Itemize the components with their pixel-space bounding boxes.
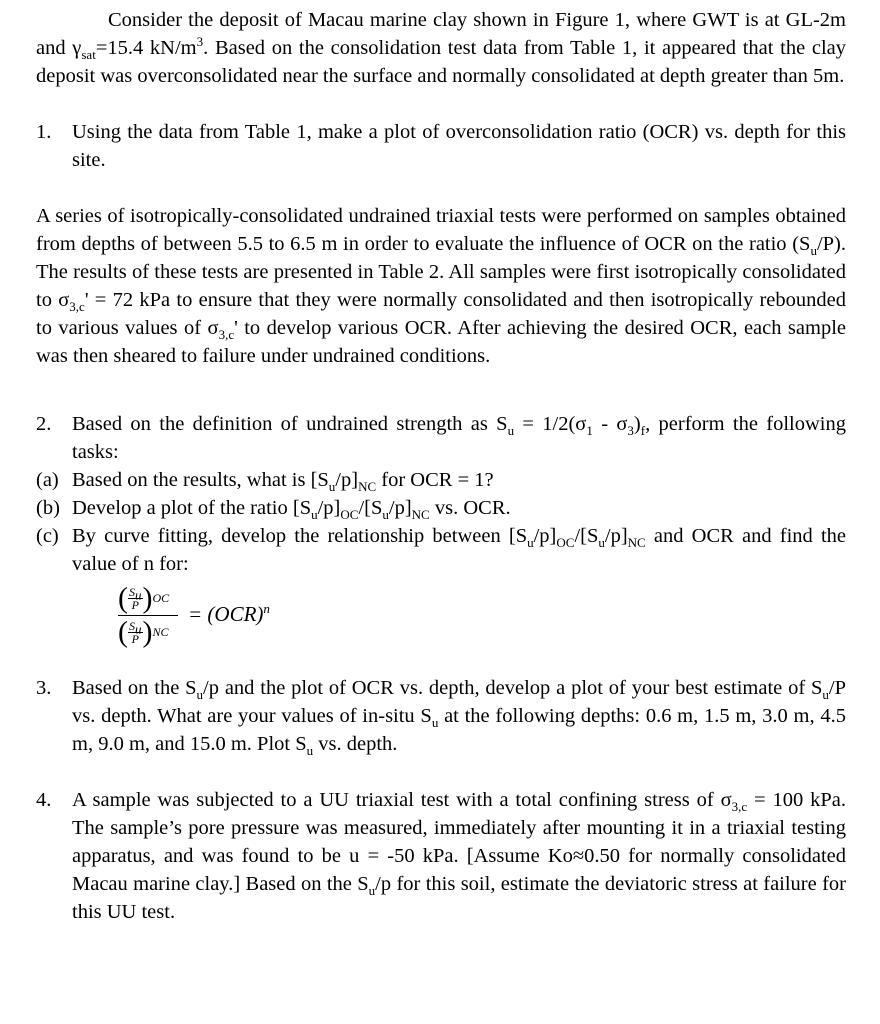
question-3: 3. Based on the $S_u/p$ and the plot of OCR vs. depth, develop a plot of your best estimate of $S_u/P$ vs. depth. What are your values of in-situ $S_u$ at the following depths: 0.6 m, 1.5 m, 3.0 m, 4.5 m, 9.0 m, and 15.0 m. Plot $S_u$ vs. depth.	[36, 677, 847, 759]
question-2: 2. Based on the definition of undrained strength as $S_u = 1/2(\sigma_1 - \sigma_3)_f$, perform the following tasks:	[36, 413, 846, 463]
intro-paragraph: Consider the deposit of Macau marine clay shown in Figure 1, where GWT is at GL-2m and $\gamma_{sat}=15.4$ $kN/m^3$. Based on the consolidation test data from Table 1, it appeared that the clay deposit was overconsolidated near the surface and normally consolidated at depth greater than 5m.	[36, 9, 846, 87]
question-1: 1. Using the data from Table 1, make a plot of overconsolidation ratio (OCR) vs. depth for this site.	[36, 121, 846, 171]
question-2a: (a) Based on the results, what is $[S_u/p]_{NC}$ for OCR = 1?	[36, 469, 494, 495]
question-4: 4. A sample was subjected to a UU triaxial test with a total confining stress of $\sigma_{3,c} = 100$ kPa. The sample’s pore pressure was measured, immediately after mounting it in a triaxial testing apparatus, and was found to be u = -50 kPa. [Assume Ko≈0.50 for normally consolidated Macau marine clay.] Based on the $S_u/p$ for this soil, estimate the deviatoric stress at failure for this UU test.	[36, 789, 846, 923]
question-2c: (c) By curve fitting, develop the relationship between $[S_u/p]_{OC}/[S_u/p]_{NC}$ and OCR and find the value of n for:	[36, 525, 846, 575]
triaxial-paragraph: A series of isotropically-consolidated undrained triaxial tests were performed on samples obtained from depths of between 5.5 to 6.5 m in order to evaluate the influence of OCR on the ratio $(S_u/P)$. The results of these tests are presented in Table 2. All samples were first isotropically consolidated to $\sigma_{3,c}' = 72$ kPa to ensure that they were normally consolidated and then isotropically rebounded to various values of $\sigma_{3,c}'$ to develop various OCR. After achieving the desired OCR, each sample was then sheared to failure under undrained conditions.	[36, 205, 847, 367]
document-page	[36, 6, 846, 926]
question-2b: (b) Develop a plot of the ratio $[S_u/p]_{OC}/[S_u/p]_{NC}$ vs. OCR.	[36, 497, 511, 523]
equation-denominator: ( $\frac{S_u}{P}$ )NC	[118, 615, 169, 649]
ocr-equation	[118, 581, 846, 649]
equation-rhs: = (OCR)$^n$	[188, 601, 270, 626]
equation-numerator: ( $\frac{S_u}{P}$ )OC	[118, 581, 170, 615]
